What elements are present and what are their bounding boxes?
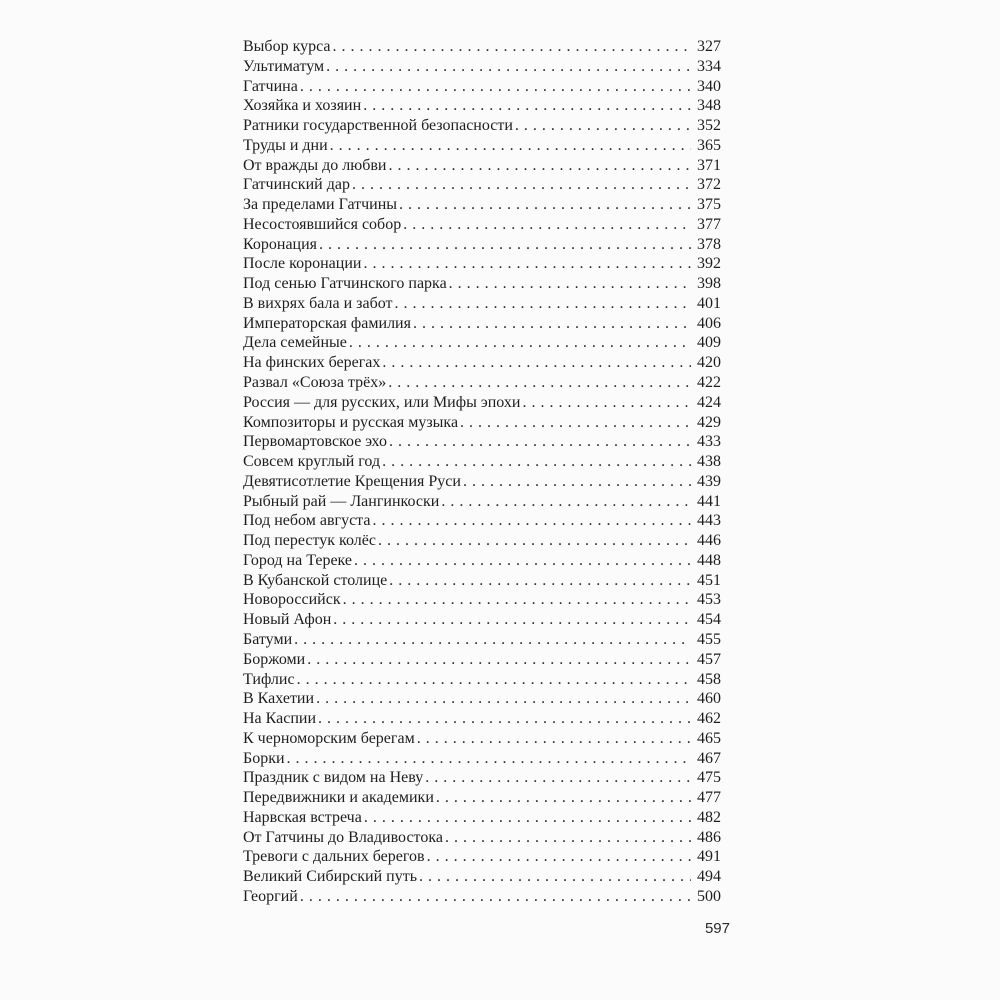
toc-entry-title: Совсем круглый год — [243, 453, 381, 471]
dot-leader — [372, 511, 691, 531]
toc-entry — [243, 630, 721, 650]
toc-entry-title: В Кубанской столице — [243, 571, 388, 589]
toc-entry-page-number: 451 — [697, 571, 721, 589]
toc-entry — [243, 709, 721, 729]
toc-entry-title: Гатчинский дар — [243, 176, 350, 194]
dot-leader — [395, 294, 691, 314]
toc-entry-title: Россия — для русских, или Мифы эпохи — [243, 393, 521, 411]
toc-entry — [243, 333, 721, 353]
toc-entry-title: На финских берегах — [243, 354, 381, 372]
toc-entry — [243, 847, 721, 867]
dot-leader — [318, 709, 691, 729]
toc-entry-title: Девятисотлетие Крещения Руси — [243, 472, 461, 490]
toc-entry — [243, 96, 721, 116]
toc-entry — [243, 175, 721, 195]
dot-leader — [378, 531, 691, 551]
toc-entry — [243, 729, 721, 749]
toc-entry-title: Тревоги с дальних берегов — [243, 848, 425, 866]
toc-entry-page-number: 475 — [697, 769, 721, 787]
toc-entry — [243, 156, 721, 176]
dot-leader — [441, 492, 691, 512]
toc-entry-page-number: 448 — [697, 551, 721, 569]
dot-leader — [287, 749, 691, 769]
dot-leader — [515, 116, 691, 136]
toc-entry-page-number: 438 — [697, 453, 721, 471]
toc-entry — [243, 828, 721, 848]
toc-entry-title: Композиторы и русская музыка — [243, 413, 459, 431]
dot-leader — [294, 630, 691, 650]
toc-entry — [243, 215, 721, 235]
toc-entry-title: Дела семейные — [243, 334, 347, 352]
toc-entry-title: Под перестук колёс — [243, 532, 376, 550]
toc-entry — [243, 689, 721, 709]
toc-entry-title: Новороссийск — [243, 591, 341, 609]
dot-leader — [522, 393, 691, 413]
toc-entry-page-number: 458 — [697, 670, 721, 688]
toc-entry — [243, 808, 721, 828]
toc-entry — [243, 571, 721, 591]
toc-entry-page-number: 375 — [697, 196, 721, 214]
dot-leader — [364, 808, 691, 828]
toc-entry-title: Борки — [243, 749, 285, 767]
toc-entry-page-number: 477 — [697, 789, 721, 807]
dot-leader — [445, 828, 691, 848]
toc-entry — [243, 314, 721, 334]
toc-entry — [243, 650, 721, 670]
dot-leader — [389, 432, 691, 452]
dot-leader — [388, 156, 691, 176]
toc-entry-title: От Гатчины до Владивостока — [243, 828, 443, 846]
dot-leader — [419, 867, 691, 887]
toc-entry-title: В Кахетии — [243, 690, 315, 708]
toc-entry-title: Праздник с видом на Неву — [243, 769, 424, 787]
toc-entry — [243, 353, 721, 373]
toc-entry-title: Батуми — [243, 630, 293, 648]
toc-entry-page-number: 352 — [697, 117, 721, 135]
toc-entry — [243, 235, 721, 255]
toc-entry-title: Развал «Союза трёх» — [243, 374, 387, 392]
dot-leader — [436, 788, 691, 808]
toc-entry-page-number: 454 — [697, 611, 721, 629]
toc-entry-title: Тифлис — [243, 670, 295, 688]
toc-entry-title: Коронация — [243, 235, 318, 253]
toc-entry-page-number: 377 — [697, 215, 721, 233]
page-number: 597 — [704, 920, 730, 937]
toc-entry-title: Передвижники и академики — [243, 789, 434, 807]
toc-entry-title: Несостоявшийся собор — [243, 215, 402, 233]
toc-entry-page-number: 340 — [697, 77, 721, 95]
dot-leader — [403, 215, 691, 235]
dot-leader — [300, 77, 691, 97]
toc-entry-page-number: 334 — [697, 57, 721, 75]
toc-entry — [243, 511, 721, 531]
dot-leader — [413, 314, 691, 334]
toc-entry-page-number: 398 — [697, 275, 721, 293]
toc-entry — [243, 274, 721, 294]
toc-entry-page-number: 327 — [697, 38, 721, 55]
dot-leader — [460, 413, 691, 433]
dot-leader — [363, 96, 691, 116]
toc-entry-title: Выбор курса — [243, 38, 331, 55]
toc-entry — [243, 294, 721, 314]
toc-entry-title: От вражды до любви — [243, 156, 387, 174]
toc-entry — [243, 867, 721, 887]
dot-leader — [343, 590, 691, 610]
toc-entry-page-number: 409 — [697, 334, 721, 352]
dot-leader — [354, 551, 691, 571]
toc-entry-title: Под небом августа — [243, 512, 371, 530]
toc-entry — [243, 670, 721, 690]
toc-entry-page-number: 433 — [697, 433, 721, 451]
dot-leader — [330, 136, 691, 156]
toc-entry-page-number: 401 — [697, 294, 721, 312]
toc-entry-page-number: 494 — [697, 868, 721, 886]
toc-entry-page-number: 406 — [697, 314, 721, 332]
toc-entry-title: Город на Тереке — [243, 551, 353, 569]
toc-entry-page-number: 467 — [697, 749, 721, 767]
toc-entry — [243, 492, 721, 512]
toc-entry-page-number: 422 — [697, 374, 721, 392]
toc-entry-page-number: 500 — [697, 887, 721, 905]
toc-entry — [243, 413, 721, 433]
toc-entry-title: В вихрях бала и забот — [243, 294, 393, 312]
toc-entry-title: К черноморским берегам — [243, 729, 415, 747]
toc-entry-title: За пределами Гатчины — [243, 196, 398, 214]
toc-entry — [243, 393, 721, 413]
toc-entry — [243, 57, 721, 77]
dot-leader — [349, 333, 691, 353]
toc-entry-title: Ультиматум — [243, 57, 325, 75]
dot-leader — [389, 571, 691, 591]
dot-leader — [382, 353, 691, 373]
toc-entry-page-number: 439 — [697, 472, 721, 490]
dot-leader — [382, 452, 691, 472]
toc-entry — [243, 887, 721, 907]
toc-entry-page-number: 365 — [697, 136, 721, 154]
toc-entry-title: Под сенью Гатчинского парка — [243, 275, 447, 293]
toc-entry — [243, 472, 721, 492]
toc-entry-page-number: 482 — [697, 808, 721, 826]
dot-leader — [427, 847, 691, 867]
dot-leader — [352, 175, 691, 195]
toc-entry — [243, 531, 721, 551]
toc-entry-title: Ратники государственной безопасности — [243, 117, 513, 135]
toc-entry-page-number: 446 — [697, 532, 721, 550]
dot-leader — [326, 57, 691, 77]
dot-leader — [449, 274, 691, 294]
dot-leader — [417, 729, 691, 749]
toc-entry-title: Георгий — [243, 887, 298, 905]
toc-entry — [243, 768, 721, 788]
toc-entry — [243, 195, 721, 215]
toc-entry-title: Боржоми — [243, 650, 306, 668]
toc-entry — [243, 77, 721, 97]
dot-leader — [319, 235, 691, 255]
toc-entry-page-number: 486 — [697, 828, 721, 846]
dot-leader — [463, 472, 691, 492]
dot-leader — [363, 254, 691, 274]
toc-entry — [243, 254, 721, 274]
toc-entry-page-number: 465 — [697, 729, 721, 747]
toc-entry-page-number: 348 — [697, 97, 721, 115]
dot-leader — [388, 373, 691, 393]
toc-entry — [243, 788, 721, 808]
dot-leader — [399, 195, 691, 215]
toc-entry-title: Труды и дни — [243, 136, 328, 154]
toc-entry-page-number: 441 — [697, 492, 721, 510]
toc-entry — [243, 116, 721, 136]
toc-entry-page-number: 491 — [697, 848, 721, 866]
toc-entry-title: Рыбный рай — Лангинкоски — [243, 492, 440, 510]
toc-entry-title: Хозяйка и хозяин — [243, 97, 362, 115]
dot-leader — [333, 37, 691, 57]
toc-entry — [243, 432, 721, 452]
toc-entry — [243, 610, 721, 630]
toc-entry — [243, 136, 721, 156]
toc-entry-title: Первомартовское эхо — [243, 433, 387, 451]
toc-entry-page-number: 462 — [697, 710, 721, 728]
dot-leader — [425, 768, 691, 788]
toc-entry-page-number: 378 — [697, 235, 721, 253]
toc-entry-page-number: 372 — [697, 176, 721, 194]
dot-leader — [307, 650, 691, 670]
dot-leader — [333, 610, 691, 630]
toc-entry-page-number: 443 — [697, 512, 721, 530]
toc-entry-page-number: 420 — [697, 354, 721, 372]
toc-entry — [243, 373, 721, 393]
toc-entry-page-number: 460 — [697, 690, 721, 708]
dot-leader — [300, 887, 691, 907]
toc-entry-page-number: 453 — [697, 591, 721, 609]
toc-entry-page-number: 429 — [697, 413, 721, 431]
toc-entry-page-number: 392 — [697, 255, 721, 273]
toc-entry — [243, 37, 721, 57]
toc-entry-page-number: 455 — [697, 630, 721, 648]
table-of-contents — [243, 37, 721, 907]
toc-entry — [243, 551, 721, 571]
toc-entry-title: Гатчина — [243, 77, 298, 95]
dot-leader — [316, 689, 691, 709]
toc-entry-title: Нарвская встреча — [243, 808, 362, 826]
toc-entry — [243, 452, 721, 472]
toc-entry-title: На Каспии — [243, 710, 317, 728]
toc-entry-title: После коронации — [243, 255, 362, 273]
dot-leader — [297, 670, 691, 690]
toc-entry-page-number: 371 — [697, 156, 721, 174]
toc-entry — [243, 749, 721, 769]
toc-entry-page-number: 457 — [697, 650, 721, 668]
toc-entry-title: Императорская фамилия — [243, 314, 411, 332]
toc-entry-title: Великий Сибирский путь — [243, 868, 418, 886]
toc-entry — [243, 590, 721, 610]
toc-entry-page-number: 424 — [697, 393, 721, 411]
toc-entry-title: Новый Афон — [243, 611, 332, 629]
